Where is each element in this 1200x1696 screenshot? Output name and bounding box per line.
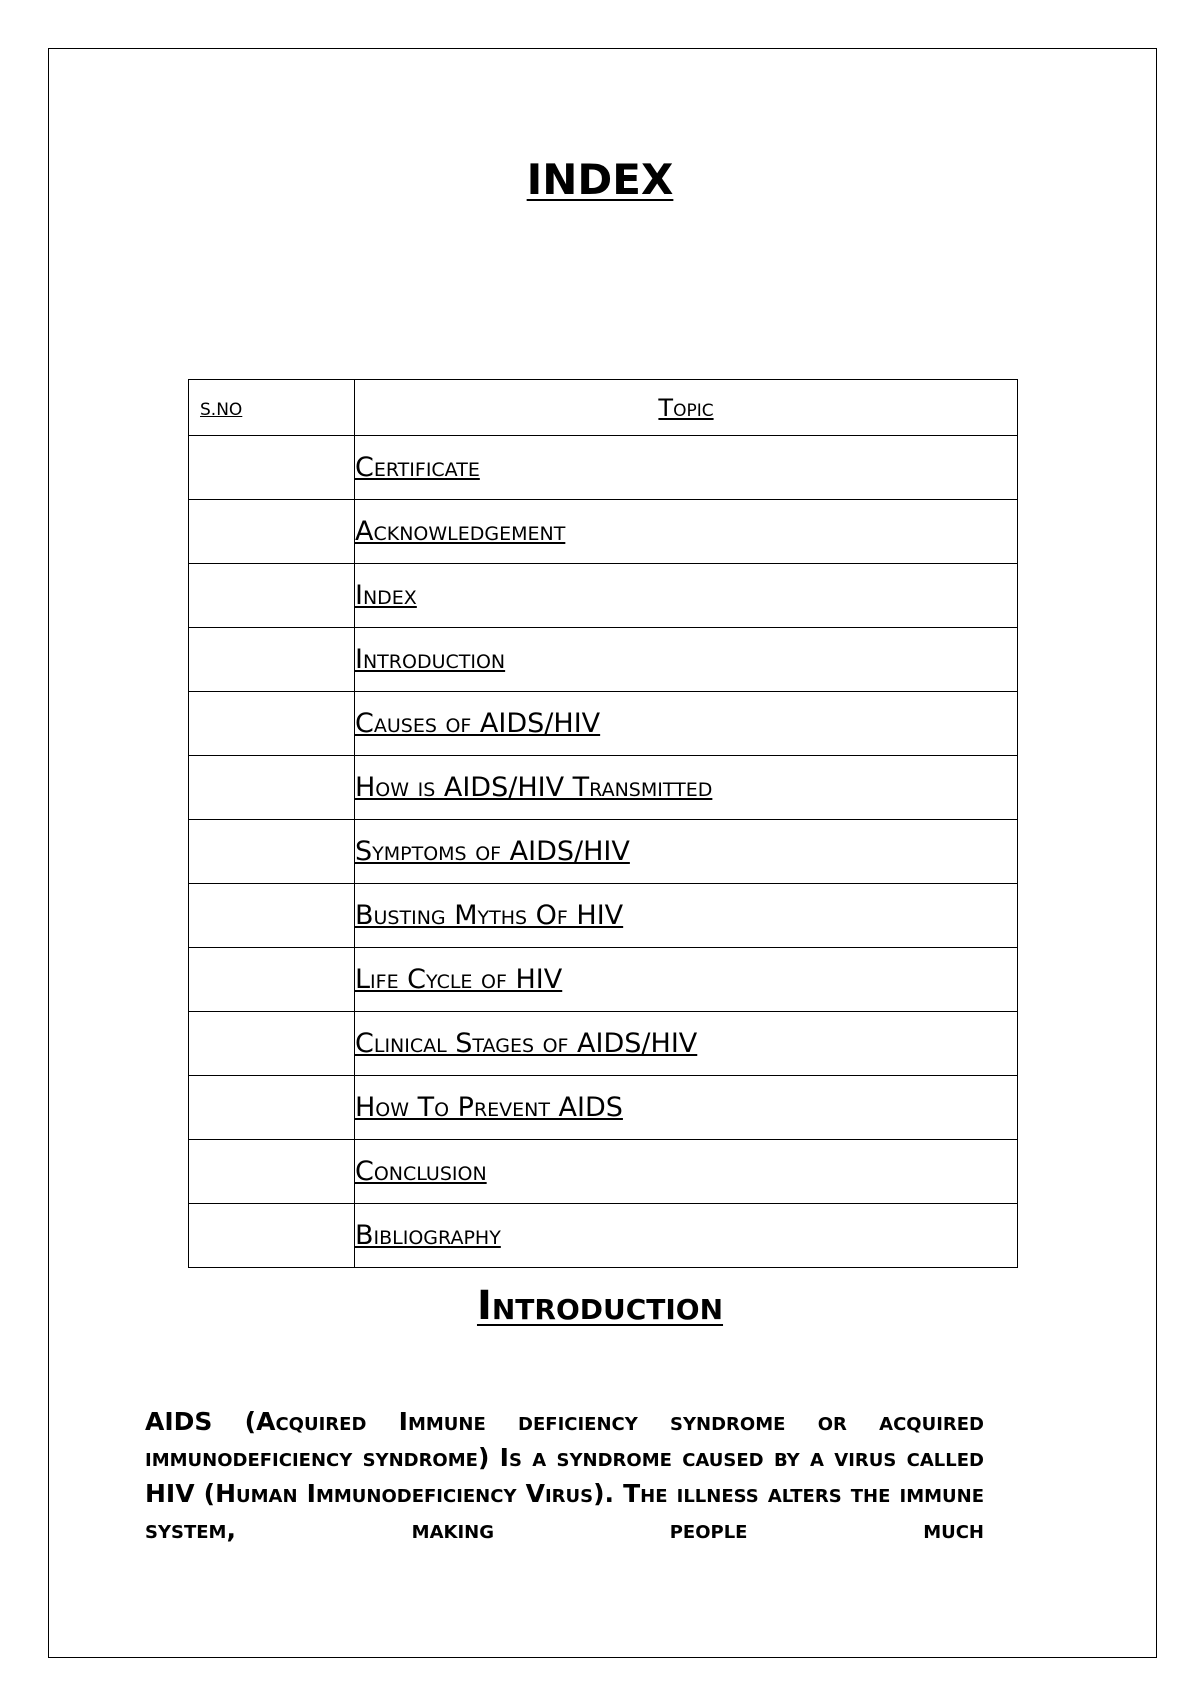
index-table: [188, 379, 1018, 1268]
sno-cell: [189, 1140, 355, 1204]
topic-cell: Acknowledgement: [355, 500, 1018, 564]
topic-cell: Causes of AIDS/HIV: [355, 692, 1018, 756]
topic-cell: Clinical Stages of AIDS/HIV: [355, 1012, 1018, 1076]
table-row: [189, 884, 1018, 948]
sno-cell: [189, 1012, 355, 1076]
table-row: [189, 756, 1018, 820]
sno-cell: [189, 820, 355, 884]
topic-cell: Introduction: [355, 628, 1018, 692]
topic-cell: Bibliography: [355, 1204, 1018, 1268]
sno-cell: [189, 1076, 355, 1140]
topic-cell: Conclusion: [355, 1140, 1018, 1204]
table-row: [189, 948, 1018, 1012]
introduction-heading: Introduction: [476, 1283, 724, 1329]
table-row: [189, 692, 1018, 756]
sno-cell: [189, 1204, 355, 1268]
topic-cell: Index: [355, 564, 1018, 628]
sno-cell: [189, 884, 355, 948]
sno-cell: [189, 564, 355, 628]
topic-column-header: Topic: [355, 380, 1018, 436]
table-row: [189, 500, 1018, 564]
sno-cell: [189, 948, 355, 1012]
topic-cell: How To Prevent AIDS: [355, 1076, 1018, 1140]
topic-cell: Busting Myths Of HIV: [355, 884, 1018, 948]
topic-cell: Certificate: [355, 436, 1018, 500]
table-row: [189, 1076, 1018, 1140]
index-title: INDEX: [526, 155, 674, 204]
introduction-paragraph: AIDS (Acquired Immune deficiency syndrome or acquired immunodeficiency syndrome) Is a syndrome caused by a virus called HIV (Human Immunodeficiency Virus). The illness alters the immune system, making people much: [145, 1407, 984, 1544]
table-row: [189, 1012, 1018, 1076]
index-header-row: [189, 380, 1018, 436]
table-row: [189, 1204, 1018, 1268]
table-row: [189, 628, 1018, 692]
topic-cell: Symptoms of AIDS/HIV: [355, 820, 1018, 884]
sno-cell: [189, 628, 355, 692]
sno-cell: [189, 436, 355, 500]
table-row: [189, 1140, 1018, 1204]
table-row: [189, 564, 1018, 628]
sno-cell: [189, 500, 355, 564]
sno-header-label: S.NO: [200, 399, 243, 420]
table-row: [189, 820, 1018, 884]
topic-cell: Life Cycle of HIV: [355, 948, 1018, 1012]
sno-cell: [189, 756, 355, 820]
table-row: [189, 436, 1018, 500]
sno-column-header: [189, 380, 355, 436]
sno-cell: [189, 692, 355, 756]
topic-cell: How is AIDS/HIV Transmitted: [355, 756, 1018, 820]
